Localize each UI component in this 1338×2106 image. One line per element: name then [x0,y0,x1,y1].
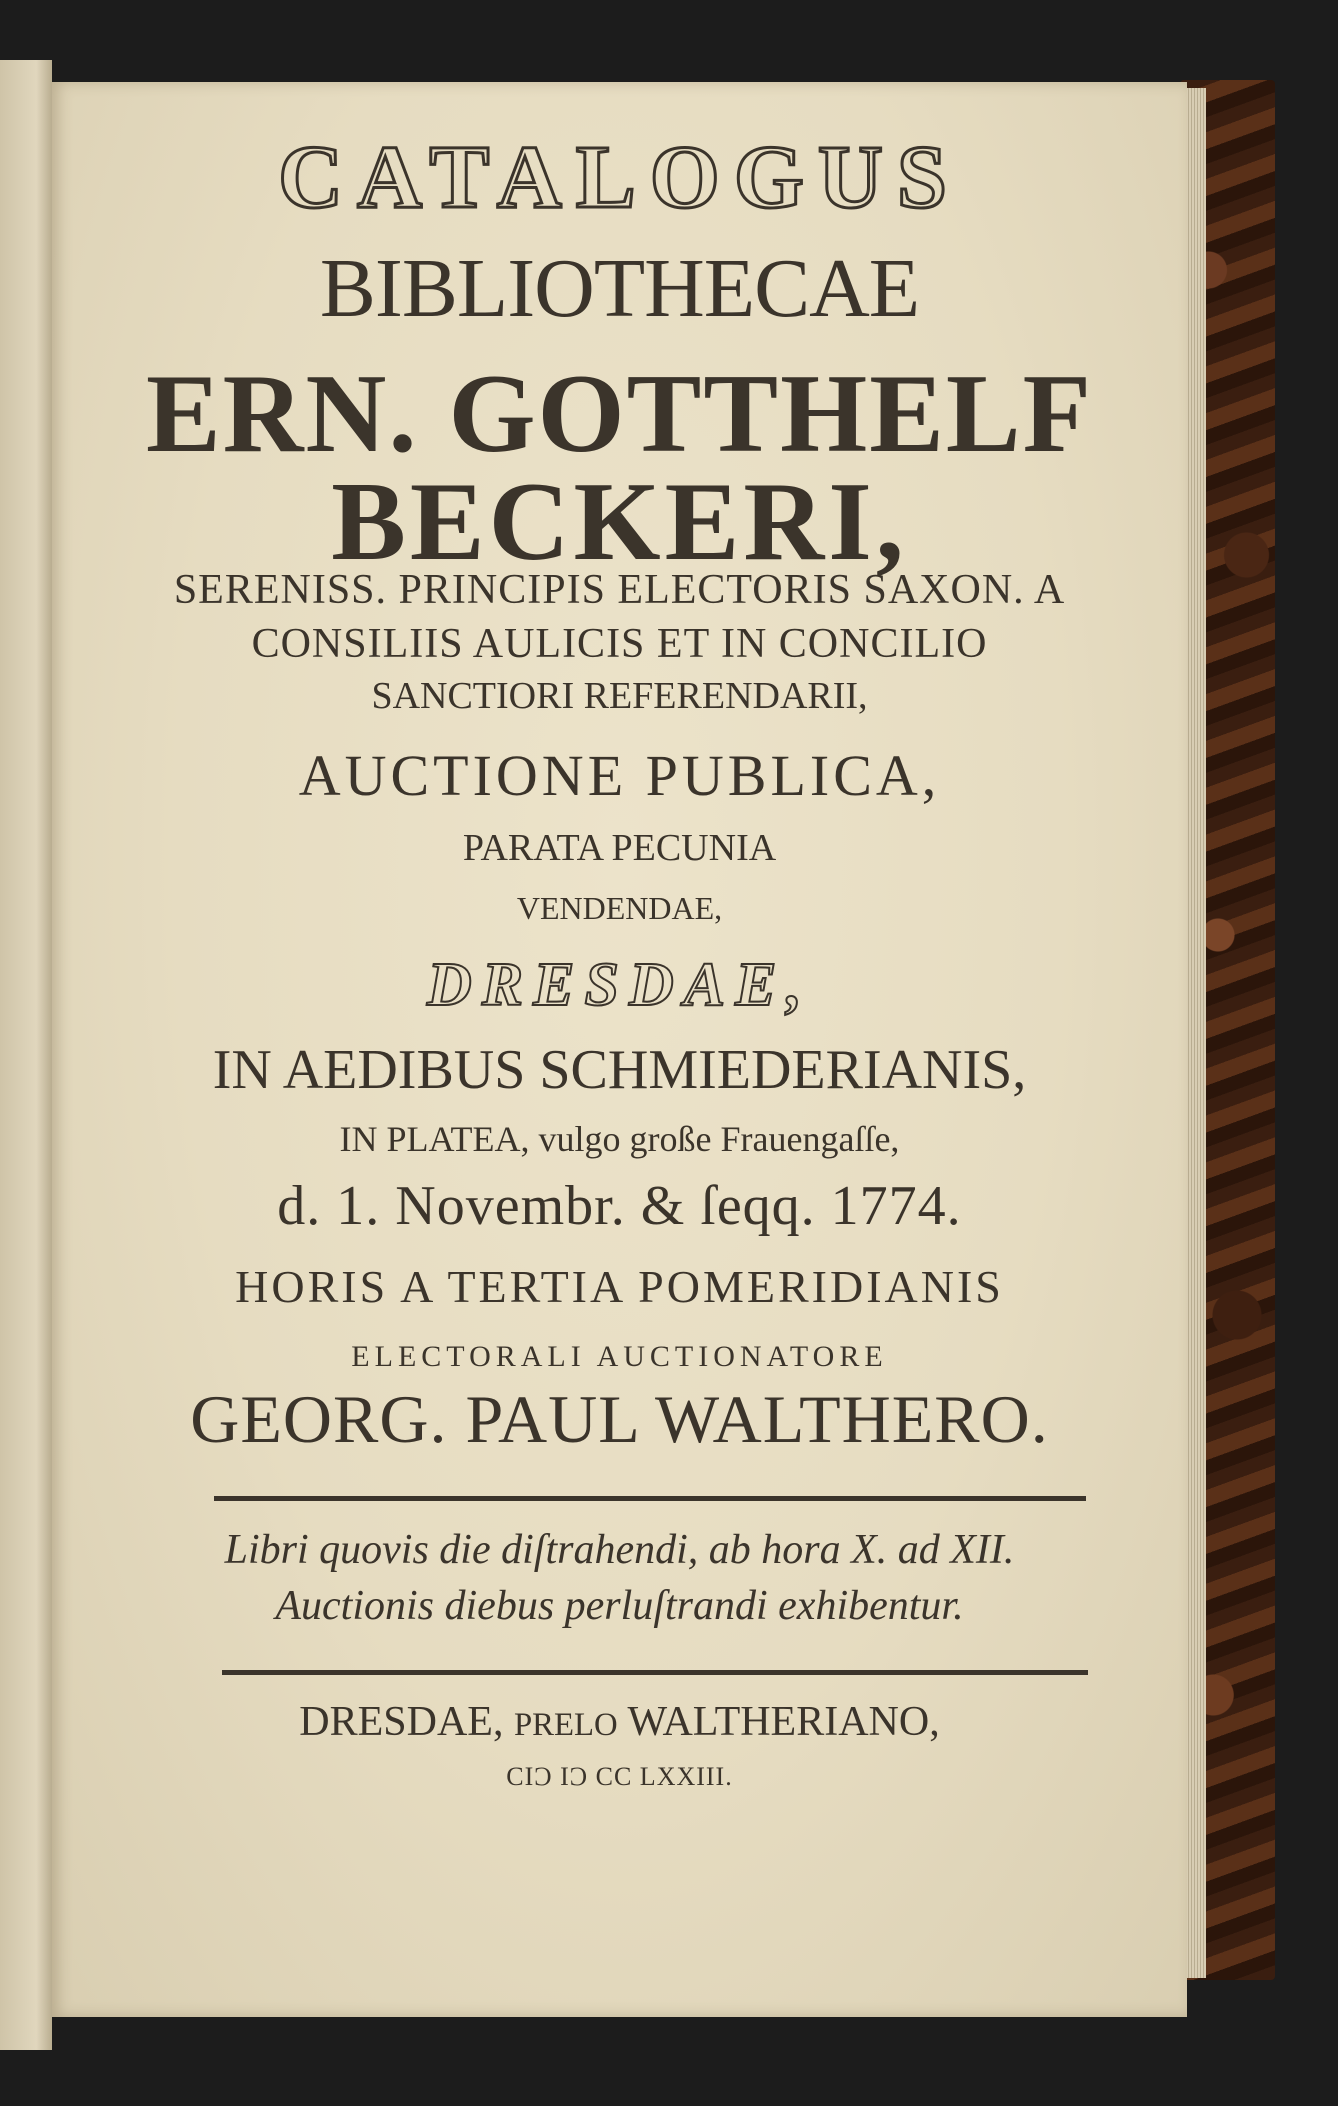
imprint-prelo: PRELO [513,1707,618,1743]
heading-bibliothecae: BIBLIOTHECAE [319,242,920,335]
imprint-city: DRESDAE, [299,1699,504,1745]
auctioneer-title: ELECTORALI AUCTIONATORE [351,1340,888,1373]
parata-line: PARATA PECUNIA [462,827,777,869]
office-line3: SANCTIORI REFERENDARII, [371,675,868,717]
date-line: d. 1. Novembr. & ſeqq. 1774. [277,1175,962,1237]
auctioneer-name: GEORG. PAUL WALTHERO. [190,1381,1049,1457]
imprint-year: CIϽ IϽ CC LXXIII. [506,1762,733,1791]
imprint-printer: WALTHERIANO, [627,1699,940,1745]
divider-rule-top [214,1496,1086,1501]
hours-line: HORIS A TERTIA POMERIDIANIS [235,1261,1004,1312]
divider-rule-bottom [222,1670,1088,1675]
city-line: DRESDAE, [427,951,812,1019]
imprint-line [52,1698,1187,1746]
street-line: IN PLATEA, vulgo große Frauengaſſe, [339,1119,900,1159]
note-line2: Auctionis diebus perluſtrandi exhibentur. [275,1583,964,1629]
location-line: IN AEDIBUS SCHMIEDERIANIS, [212,1039,1027,1101]
owner-name-line2: BECKERI, [331,460,908,584]
office-line1: SERENISS. PRINCIPIS ELECTORIS SAXON. A [173,567,1066,613]
office-line2: CONSILIIS AULICIS ET IN CONCILIO [251,621,988,667]
title-page [52,82,1187,2017]
vendendae-line: VENDENDAE, [516,890,723,926]
facing-page-edge [0,60,52,2050]
heading-catalogus: CATALOGUS [278,128,961,227]
note-line1: Libri quovis die diſtrahendi, ab hora X. ad XII. [224,1527,1015,1573]
auction-line: AUCTIONE PUBLICA, [298,743,941,808]
owner-name-line1: ERN. GOTTHELF [145,352,1094,476]
